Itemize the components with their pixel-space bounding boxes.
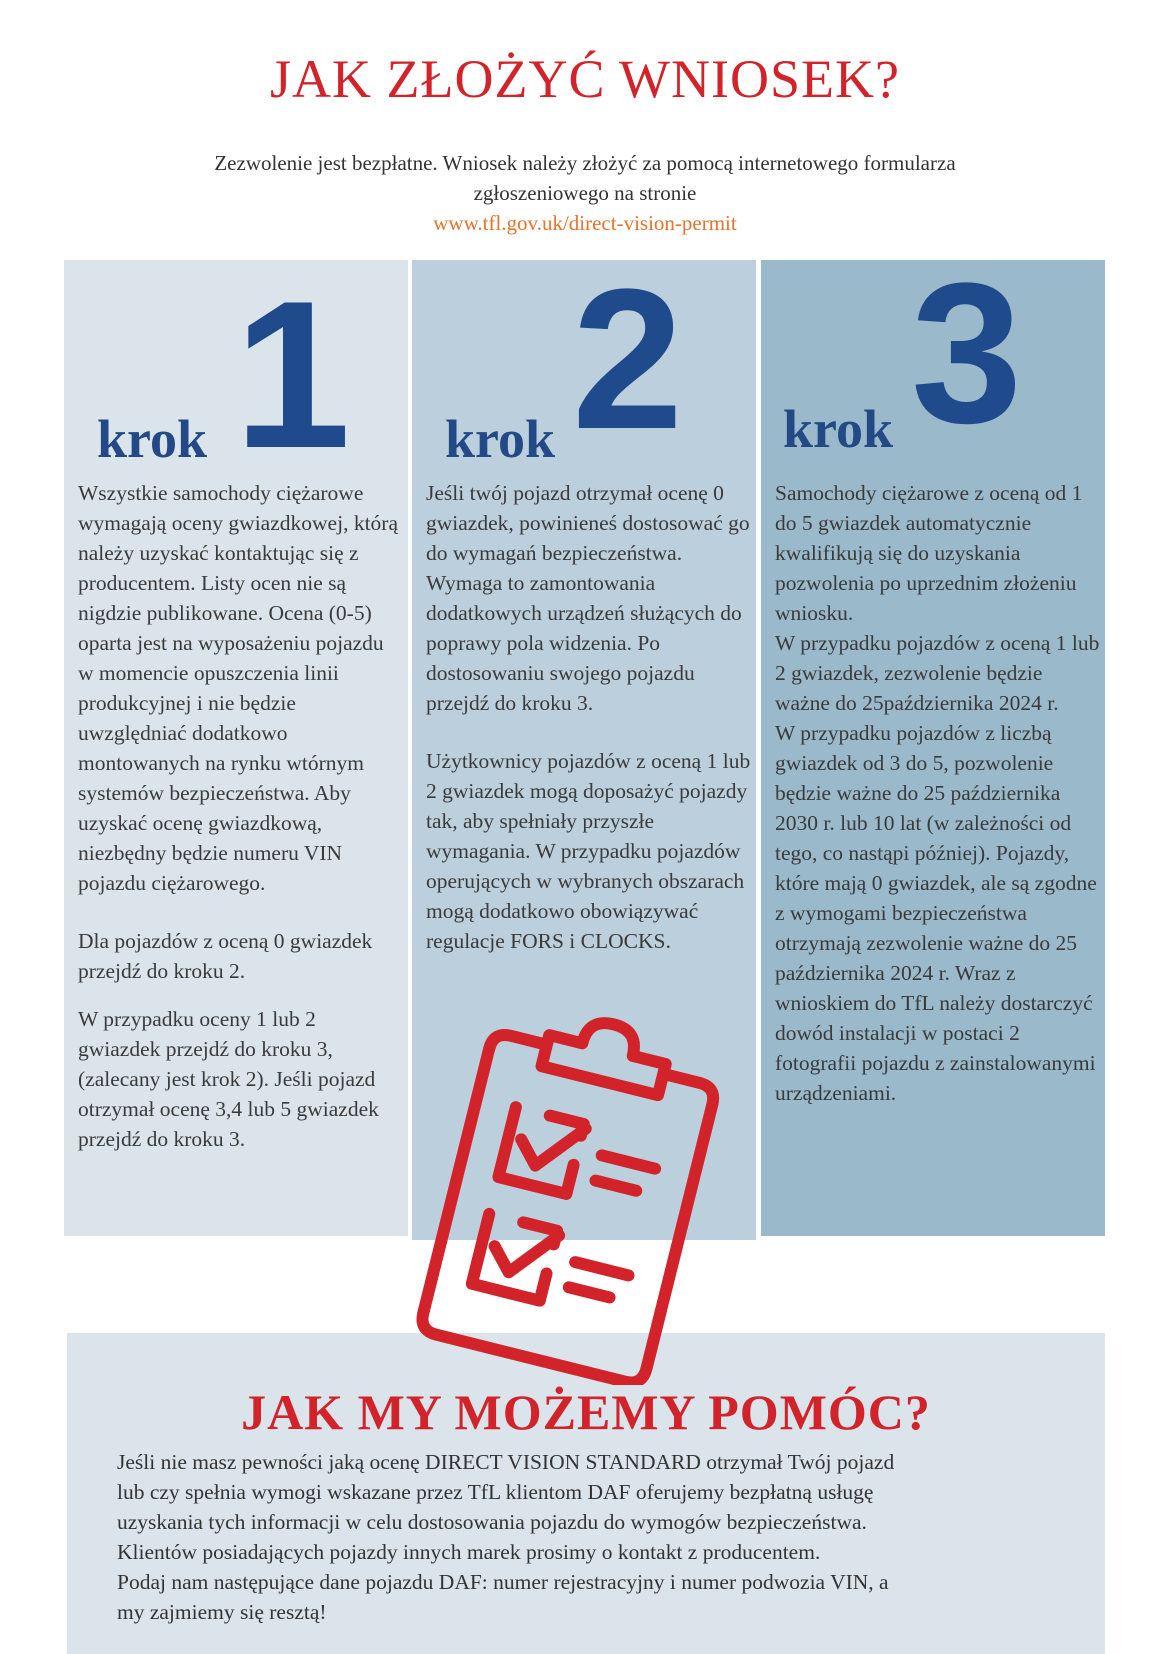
step-3-heading xyxy=(761,242,1105,470)
step-paragraph: W przypadku pojazdów z liczbą gwiazdek od 3 do 5, pozwolenie będzie ważne do 25 października 2030 r. lub 10 lat (w zależności od tego, co nastąpi później). Pojazdy, które mają 0 gwiazdek, ale są zgodne z wymogami bezpieczeństwa otrzymają zezwolenie ważne do 25 października 2024 r. Wraz z wnioskiem do TfL należy dostarczyć dowód instalacji w postaci 2 fotografii pojazdu z zainstalowanymi urządzeniami. xyxy=(775,721,1097,1105)
intro-text xyxy=(100,148,1070,238)
step-2-body xyxy=(426,478,751,956)
step-paragraph: Wszystkie samochody ciężarowe wymagają oceny gwiazdkowej, którą należy uzyskać kontaktując się z producentem. Listy ocen nie są nigdzie publikowane. Ocena (0-5) oparta jest na wyposażeniu pojazdu w momencie opuszczenia linii produkcyjnej i nie będzie uwzględniać dodatkowo montowanych na rynku wtórnym systemów bezpieczeństwa. Aby uzyskać ocenę gwiazdkową, niezbędny będzie numeru VIN pojazdu ciężarowego. xyxy=(78,481,398,895)
step-paragraph: Dla pojazdów z oceną 0 gwiazdek przejdź do kroku 2. xyxy=(78,929,373,983)
step-paragraph: W przypadku oceny 1 lub 2 gwiazdek przejdź do kroku 3, (zalecany jest krok 2). Jeśli pojazd otrzymał ocenę 3,4 lub 5 gwiazdek przejdź do kroku 3. xyxy=(78,1007,379,1151)
help-text xyxy=(117,1447,1077,1627)
step-3-body xyxy=(775,478,1100,1108)
permit-link[interactable]: www.tfl.gov.uk/direct-vision-permit xyxy=(433,211,737,235)
step-word: krok xyxy=(445,409,556,469)
step-paragraph: Użytkownicy pojazdów z oceną 1 lub 2 gwiazdek mogą doposażyć pojazdy tak, aby spełniały przyszłe wymagania. W przypadku pojazdów operujących w wybranych obszarach mogą dodatkowo obowiązywać regulacje FORS i CLOCKS. xyxy=(426,749,751,953)
step-paragraph: W przypadku pojazdów z oceną 1 lub 2 gwiazdek, zezwolenie będzie ważne do 25października 2024 r. xyxy=(775,631,1100,715)
step-paragraph: Samochody ciężarowe z oceną od 1 do 5 gwiazdek automatycznie kwalifikują się do uzyskania pozwolenia po uprzednim złożeniu wniosku. xyxy=(775,481,1083,625)
page-title: JAK ZŁOŻYĆ WNIOSEK? xyxy=(270,49,900,109)
step-number: 3 xyxy=(911,242,1023,465)
help-line: Jeśli nie masz pewności jaką ocenę DIRECT VISION STANDARD otrzymał Twój pojazd xyxy=(117,1450,895,1474)
step-word: krok xyxy=(783,399,894,459)
step-number: 2 xyxy=(572,248,684,471)
step-1-column xyxy=(64,257,408,1236)
step-1-body xyxy=(78,478,403,1154)
help-line: my zajmiemy się resztą! xyxy=(117,1600,327,1624)
step-number: 1 xyxy=(234,257,351,492)
help-title: JAK MY MOŻEMY POMÓC? xyxy=(241,1384,931,1440)
intro-line-2: zgłoszeniowego na stronie xyxy=(473,181,697,205)
step-2-heading xyxy=(412,248,756,471)
step-paragraph: Jeśli twój pojazd otrzymał ocenę 0 gwiazdek, powinieneś dostosować go do wymagań bezpieczeństwa. Wymaga to zamontowania dodatkowych urządzeń służących do poprawy pola widzenia. Po dostosowaniu swojego pojazdu przejdź do kroku 3. xyxy=(426,481,750,715)
help-line: uzyskania tych informacji w celu dostosowania pojazdu do wymogów bezpieczeństwa. xyxy=(117,1510,867,1534)
clipboard-checklist-icon xyxy=(400,1015,740,1385)
step-3-column xyxy=(761,242,1105,1236)
intro-line-1: Zezwolenie jest bezpłatne. Wniosek należy złożyć za pomocą internetowego formularza xyxy=(214,151,956,175)
step-1-heading xyxy=(64,257,408,492)
help-line: Podaj nam następujące dane pojazdu DAF: numer rejestracyjny i numer podwozia VIN, a xyxy=(117,1570,889,1594)
step-word: krok xyxy=(97,409,208,469)
help-line: lub czy spełnia wymogi wskazane przez TfL klientom DAF oferujemy bezpłatną usługę xyxy=(117,1480,874,1504)
help-line: Klientów posiadających pojazdy innych marek prosimy o kontakt z producentem. xyxy=(117,1540,821,1564)
